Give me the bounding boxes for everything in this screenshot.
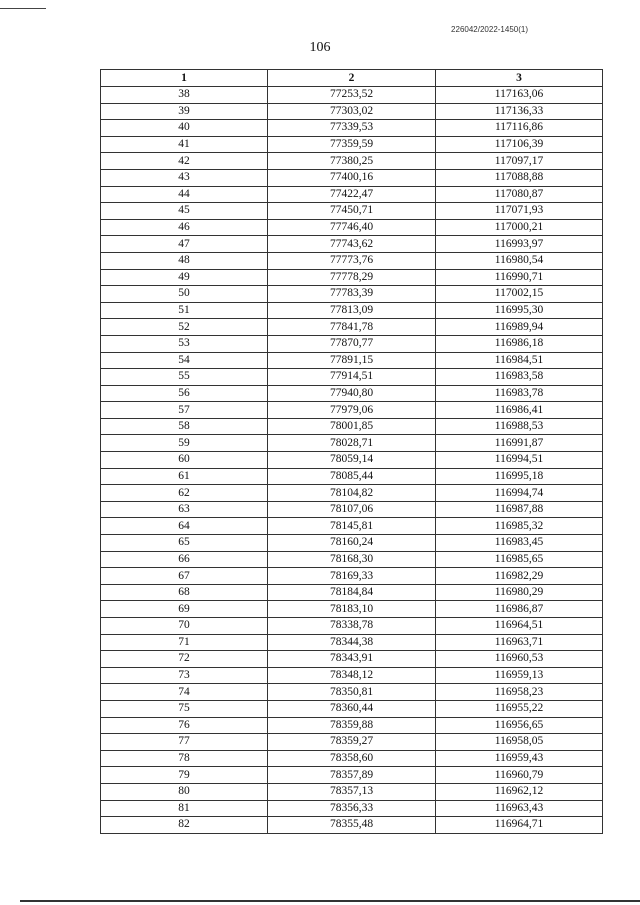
point-number-cell: 42: [101, 153, 268, 170]
point-number-cell: 67: [101, 568, 268, 585]
table-row: [101, 302, 603, 319]
point-number-cell: 70: [101, 618, 268, 635]
y-coordinate-cell: 116959,13: [436, 667, 603, 684]
y-coordinate-cell: 116988,53: [436, 418, 603, 435]
y-coordinate-cell: 117071,93: [436, 203, 603, 220]
table-row: [101, 667, 603, 684]
x-coordinate-cell: 77841,78: [268, 319, 436, 336]
x-coordinate-cell: 77253,52: [268, 87, 436, 104]
y-coordinate-cell: 116983,58: [436, 369, 603, 386]
point-number-cell: 46: [101, 219, 268, 236]
y-coordinate-cell: 116991,87: [436, 435, 603, 452]
y-coordinate-cell: 116955,22: [436, 700, 603, 717]
table-row: [101, 485, 603, 502]
y-coordinate-cell: 116995,18: [436, 468, 603, 485]
table-row: [101, 800, 603, 817]
y-coordinate-cell: 116984,51: [436, 352, 603, 369]
x-coordinate-cell: 78343,91: [268, 651, 436, 668]
x-coordinate-cell: 78001,85: [268, 418, 436, 435]
point-number-cell: 61: [101, 468, 268, 485]
table-row: [101, 385, 603, 402]
table-row: [101, 783, 603, 800]
y-coordinate-cell: 116994,51: [436, 452, 603, 469]
y-coordinate-cell: 116963,71: [436, 634, 603, 651]
table-row: [101, 468, 603, 485]
point-number-cell: 50: [101, 286, 268, 303]
y-coordinate-cell: 116956,65: [436, 717, 603, 734]
point-number-cell: 82: [101, 817, 268, 834]
x-coordinate-cell: 78359,88: [268, 717, 436, 734]
column-header-x: 2: [268, 70, 436, 87]
x-coordinate-cell: 77783,39: [268, 286, 436, 303]
point-number-cell: 71: [101, 634, 268, 651]
table-row: [101, 153, 603, 170]
x-coordinate-cell: 77746,40: [268, 219, 436, 236]
x-coordinate-cell: 78059,14: [268, 452, 436, 469]
x-coordinate-cell: 77303,02: [268, 103, 436, 120]
table-row: [101, 584, 603, 601]
x-coordinate-cell: 78183,10: [268, 601, 436, 618]
x-coordinate-cell: 78360,44: [268, 700, 436, 717]
x-coordinate-cell: 78358,60: [268, 750, 436, 767]
point-number-cell: 60: [101, 452, 268, 469]
table-row: [101, 535, 603, 552]
point-number-cell: 74: [101, 684, 268, 701]
table-row: [101, 452, 603, 469]
bottom-rule: [20, 900, 640, 902]
x-coordinate-cell: 78356,33: [268, 800, 436, 817]
point-number-cell: 77: [101, 734, 268, 751]
point-number-cell: 80: [101, 783, 268, 800]
table-row: [101, 651, 603, 668]
y-coordinate-cell: 116980,54: [436, 252, 603, 269]
table-row: [101, 186, 603, 203]
x-coordinate-cell: 78169,33: [268, 568, 436, 585]
x-coordinate-cell: 77743,62: [268, 236, 436, 253]
column-header-y: 3: [436, 70, 603, 87]
y-coordinate-cell: 116958,23: [436, 684, 603, 701]
point-number-cell: 69: [101, 601, 268, 618]
top-left-rule: [0, 8, 46, 9]
point-number-cell: 39: [101, 103, 268, 120]
coordinates-table: [100, 69, 603, 834]
x-coordinate-cell: 77339,53: [268, 120, 436, 137]
point-number-cell: 56: [101, 385, 268, 402]
x-coordinate-cell: 78107,06: [268, 501, 436, 518]
point-number-cell: 44: [101, 186, 268, 203]
x-coordinate-cell: 78348,12: [268, 667, 436, 684]
table-row: [101, 103, 603, 120]
point-number-cell: 76: [101, 717, 268, 734]
x-coordinate-cell: 77450,71: [268, 203, 436, 220]
table-row: [101, 518, 603, 535]
document-id: 226042/2022-1450(1): [451, 25, 528, 34]
table-row: [101, 120, 603, 137]
table-row: [101, 435, 603, 452]
y-coordinate-cell: 116989,94: [436, 319, 603, 336]
point-number-cell: 66: [101, 551, 268, 568]
point-number-cell: 79: [101, 767, 268, 784]
y-coordinate-cell: 117136,33: [436, 103, 603, 120]
y-coordinate-cell: 116960,79: [436, 767, 603, 784]
x-coordinate-cell: 77891,15: [268, 352, 436, 369]
point-number-cell: 49: [101, 269, 268, 286]
y-coordinate-cell: 116985,32: [436, 518, 603, 535]
point-number-cell: 51: [101, 302, 268, 319]
y-coordinate-cell: 117080,87: [436, 186, 603, 203]
point-number-cell: 55: [101, 369, 268, 386]
x-coordinate-cell: 77979,06: [268, 402, 436, 419]
y-coordinate-cell: 116987,88: [436, 501, 603, 518]
table-row: [101, 717, 603, 734]
point-number-cell: 73: [101, 667, 268, 684]
y-coordinate-cell: 117002,15: [436, 286, 603, 303]
point-number-cell: 72: [101, 651, 268, 668]
page-number: 106: [309, 40, 331, 55]
x-coordinate-cell: 78184,84: [268, 584, 436, 601]
point-number-cell: 62: [101, 485, 268, 502]
column-header-point: 1: [101, 70, 268, 87]
y-coordinate-cell: 117116,86: [436, 120, 603, 137]
table-row: [101, 252, 603, 269]
point-number-cell: 64: [101, 518, 268, 535]
y-coordinate-cell: 116963,43: [436, 800, 603, 817]
table-header-row: [101, 70, 603, 87]
y-coordinate-cell: 116982,29: [436, 568, 603, 585]
table-row: [101, 169, 603, 186]
point-number-cell: 45: [101, 203, 268, 220]
table-row: [101, 568, 603, 585]
table-row: [101, 335, 603, 352]
x-coordinate-cell: 77778,29: [268, 269, 436, 286]
point-number-cell: 58: [101, 418, 268, 435]
y-coordinate-cell: 116994,74: [436, 485, 603, 502]
y-coordinate-cell: 116983,78: [436, 385, 603, 402]
y-coordinate-cell: 117097,17: [436, 153, 603, 170]
x-coordinate-cell: 78344,38: [268, 634, 436, 651]
y-coordinate-cell: 116964,71: [436, 817, 603, 834]
x-coordinate-cell: 78160,24: [268, 535, 436, 552]
y-coordinate-cell: 116986,41: [436, 402, 603, 419]
x-coordinate-cell: 78145,81: [268, 518, 436, 535]
table-row: [101, 236, 603, 253]
point-number-cell: 43: [101, 169, 268, 186]
y-coordinate-cell: 117163,06: [436, 87, 603, 104]
table-row: [101, 269, 603, 286]
y-coordinate-cell: 116995,30: [436, 302, 603, 319]
x-coordinate-cell: 78085,44: [268, 468, 436, 485]
table-row: [101, 551, 603, 568]
x-coordinate-cell: 78359,27: [268, 734, 436, 751]
x-coordinate-cell: 78104,82: [268, 485, 436, 502]
table-row: [101, 618, 603, 635]
table-row: [101, 734, 603, 751]
table-row: [101, 767, 603, 784]
point-number-cell: 40: [101, 120, 268, 137]
x-coordinate-cell: 77380,25: [268, 153, 436, 170]
x-coordinate-cell: 78028,71: [268, 435, 436, 452]
y-coordinate-cell: 116983,45: [436, 535, 603, 552]
x-coordinate-cell: 78350,81: [268, 684, 436, 701]
y-coordinate-cell: 116986,18: [436, 335, 603, 352]
point-number-cell: 41: [101, 136, 268, 153]
point-number-cell: 57: [101, 402, 268, 419]
table-row: [101, 87, 603, 104]
table-row: [101, 634, 603, 651]
x-coordinate-cell: 78355,48: [268, 817, 436, 834]
y-coordinate-cell: 116993,97: [436, 236, 603, 253]
table-row: [101, 684, 603, 701]
point-number-cell: 59: [101, 435, 268, 452]
table-row: [101, 286, 603, 303]
x-coordinate-cell: 77813,09: [268, 302, 436, 319]
table-row: [101, 136, 603, 153]
point-number-cell: 47: [101, 236, 268, 253]
x-coordinate-cell: 77400,16: [268, 169, 436, 186]
point-number-cell: 65: [101, 535, 268, 552]
table-row: [101, 219, 603, 236]
y-coordinate-cell: 117106,39: [436, 136, 603, 153]
y-coordinate-cell: 116985,65: [436, 551, 603, 568]
point-number-cell: 63: [101, 501, 268, 518]
table-row: [101, 700, 603, 717]
y-coordinate-cell: 116958,05: [436, 734, 603, 751]
x-coordinate-cell: 78357,89: [268, 767, 436, 784]
point-number-cell: 68: [101, 584, 268, 601]
point-number-cell: 48: [101, 252, 268, 269]
point-number-cell: 52: [101, 319, 268, 336]
x-coordinate-cell: 78357,13: [268, 783, 436, 800]
table-row: [101, 402, 603, 419]
table-row: [101, 418, 603, 435]
y-coordinate-cell: 116960,53: [436, 651, 603, 668]
point-number-cell: 53: [101, 335, 268, 352]
table-row: [101, 319, 603, 336]
table-row: [101, 501, 603, 518]
y-coordinate-cell: 116959,43: [436, 750, 603, 767]
point-number-cell: 75: [101, 700, 268, 717]
x-coordinate-cell: 77940,80: [268, 385, 436, 402]
point-number-cell: 54: [101, 352, 268, 369]
table-row: [101, 352, 603, 369]
y-coordinate-cell: 116990,71: [436, 269, 603, 286]
x-coordinate-cell: 77914,51: [268, 369, 436, 386]
x-coordinate-cell: 78168,30: [268, 551, 436, 568]
point-number-cell: 78: [101, 750, 268, 767]
table-row: [101, 203, 603, 220]
y-coordinate-cell: 117088,88: [436, 169, 603, 186]
table-row: [101, 750, 603, 767]
x-coordinate-cell: 77422,47: [268, 186, 436, 203]
table-row: [101, 369, 603, 386]
y-coordinate-cell: 116964,51: [436, 618, 603, 635]
table-body: [101, 87, 603, 834]
x-coordinate-cell: 77773,76: [268, 252, 436, 269]
y-coordinate-cell: 116980,29: [436, 584, 603, 601]
table-row: [101, 817, 603, 834]
y-coordinate-cell: 116986,87: [436, 601, 603, 618]
x-coordinate-cell: 78338,78: [268, 618, 436, 635]
x-coordinate-cell: 77870,77: [268, 335, 436, 352]
point-number-cell: 38: [101, 87, 268, 104]
table-row: [101, 601, 603, 618]
y-coordinate-cell: 116962,12: [436, 783, 603, 800]
point-number-cell: 81: [101, 800, 268, 817]
y-coordinate-cell: 117000,21: [436, 219, 603, 236]
x-coordinate-cell: 77359,59: [268, 136, 436, 153]
